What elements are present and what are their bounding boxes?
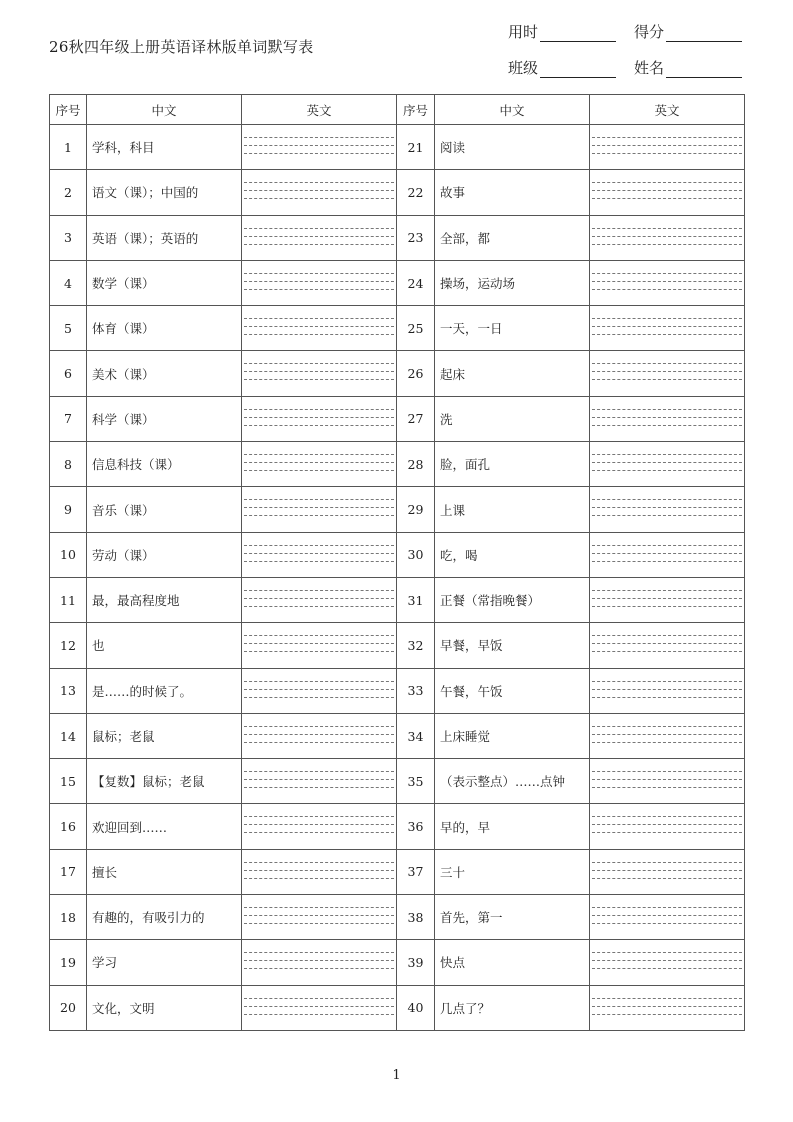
dashed-guide-line [592, 651, 742, 652]
table-row [50, 577, 745, 622]
dashed-guide-line [244, 515, 394, 516]
word-index-right: 24 [397, 260, 435, 305]
dashed-guide-line [244, 454, 394, 455]
dashed-guide-line [592, 635, 742, 636]
table-row [50, 895, 745, 940]
table-row [50, 849, 745, 894]
dashed-guide-line [244, 960, 394, 961]
english-answer-blank-right[interactable] [590, 668, 745, 713]
dashed-guide-line [592, 862, 742, 863]
dashed-guide-line [244, 507, 394, 508]
dashed-guide-line [592, 779, 742, 780]
english-answer-blank-right[interactable] [590, 215, 745, 260]
dashed-guide-line [244, 862, 394, 863]
english-answer-blank-left[interactable] [242, 306, 397, 351]
chinese-meaning-right: 吃，喝 [435, 532, 590, 577]
word-index-left: 11 [50, 577, 87, 622]
chinese-meaning-right: 洗 [435, 396, 590, 441]
word-index-right: 22 [397, 170, 435, 215]
dashed-guide-line [244, 923, 394, 924]
english-answer-blank-right[interactable] [590, 623, 745, 668]
dashed-guide-line [592, 409, 742, 410]
english-answer-blank-left[interactable] [242, 759, 397, 804]
dashed-guide-line [244, 425, 394, 426]
dashed-guide-line [244, 915, 394, 916]
chinese-meaning-left: 学习 [87, 940, 242, 985]
dashed-guide-line [244, 371, 394, 372]
dashed-guide-line [244, 273, 394, 274]
table-row [50, 306, 745, 351]
dashed-guide-line [244, 1014, 394, 1015]
dashed-guide-line [592, 734, 742, 735]
dashed-guide-line [244, 697, 394, 698]
english-answer-blank-right[interactable] [590, 396, 745, 441]
dashed-guide-line [592, 824, 742, 825]
dashed-guide-line [244, 553, 394, 554]
english-answer-blank-right[interactable] [590, 125, 745, 170]
word-index-right: 37 [397, 849, 435, 894]
dashed-guide-line [592, 689, 742, 690]
dashed-guide-line [592, 907, 742, 908]
english-answer-blank-right[interactable] [590, 442, 745, 487]
table-row [50, 623, 745, 668]
word-index-left: 19 [50, 940, 87, 985]
dashed-guide-line [592, 870, 742, 871]
english-answer-blank-left[interactable] [242, 713, 397, 758]
chinese-meaning-right: 早餐，早饭 [435, 623, 590, 668]
dashed-guide-line [244, 742, 394, 743]
chinese-meaning-left: 文化，文明 [87, 985, 242, 1030]
header-chinese-right: 中文 [435, 95, 590, 125]
english-answer-blank-right[interactable] [590, 759, 745, 804]
header-english-right: 英文 [590, 95, 745, 125]
english-answer-blank-left[interactable] [242, 849, 397, 894]
word-index-right: 38 [397, 895, 435, 940]
dashed-guide-line [592, 228, 742, 229]
name-field[interactable] [634, 57, 742, 78]
name-blank[interactable] [666, 61, 742, 78]
dashed-guide-line [592, 878, 742, 879]
dashed-guide-line [244, 470, 394, 471]
dashed-guide-line [592, 236, 742, 237]
word-index-right: 31 [397, 577, 435, 622]
chinese-meaning-left: 鼠标；老鼠 [87, 713, 242, 758]
dashed-guide-line [592, 289, 742, 290]
word-index-left: 15 [50, 759, 87, 804]
dashed-guide-line [244, 363, 394, 364]
dashed-guide-line [244, 832, 394, 833]
dashed-guide-line [592, 379, 742, 380]
dashed-guide-line [592, 742, 742, 743]
dashed-guide-line [592, 545, 742, 546]
english-answer-blank-left[interactable] [242, 396, 397, 441]
english-answer-blank-right[interactable] [590, 985, 745, 1030]
chinese-meaning-left: 美术（课） [87, 351, 242, 396]
dashed-guide-line [244, 968, 394, 969]
english-answer-blank-left[interactable] [242, 170, 397, 215]
chinese-meaning-left: 欢迎回到…… [87, 804, 242, 849]
word-index-left: 16 [50, 804, 87, 849]
dashed-guide-line [592, 363, 742, 364]
word-index-left: 13 [50, 668, 87, 713]
word-index-left: 10 [50, 532, 87, 577]
dashed-guide-line [592, 606, 742, 607]
dashed-guide-line [592, 598, 742, 599]
chinese-meaning-right: 一天，一日 [435, 306, 590, 351]
table-row [50, 125, 745, 170]
dashed-guide-line [592, 915, 742, 916]
word-index-right: 35 [397, 759, 435, 804]
time-label: 用时 [508, 23, 539, 41]
chinese-meaning-right: 正餐（常指晚餐） [435, 577, 590, 622]
dashed-guide-line [244, 734, 394, 735]
dashed-guide-line [592, 470, 742, 471]
word-index-right: 34 [397, 713, 435, 758]
chinese-meaning-left: 科学（课） [87, 396, 242, 441]
dashed-guide-line [244, 824, 394, 825]
table-row [50, 713, 745, 758]
chinese-meaning-right: 午餐，午饭 [435, 668, 590, 713]
dashed-guide-line [592, 145, 742, 146]
dashed-guide-line [592, 923, 742, 924]
dashed-guide-line [244, 326, 394, 327]
english-answer-blank-right[interactable] [590, 306, 745, 351]
dashed-guide-line [244, 726, 394, 727]
header-chinese-left: 中文 [87, 95, 242, 125]
dashed-guide-line [592, 816, 742, 817]
dashed-guide-line [592, 590, 742, 591]
word-index-right: 25 [397, 306, 435, 351]
time-field[interactable] [508, 21, 616, 42]
dashed-guide-line [592, 244, 742, 245]
dashed-guide-line [244, 779, 394, 780]
dashed-guide-line [244, 681, 394, 682]
vocabulary-table [49, 94, 745, 1031]
english-answer-blank-left[interactable] [242, 668, 397, 713]
word-index-right: 23 [397, 215, 435, 260]
chinese-meaning-left: 也 [87, 623, 242, 668]
english-answer-blank-left[interactable] [242, 215, 397, 260]
header-index-right: 序号 [397, 95, 435, 125]
dashed-guide-line [244, 499, 394, 500]
dashed-guide-line [244, 545, 394, 546]
dashed-guide-line [244, 907, 394, 908]
class-field[interactable] [508, 57, 616, 78]
dashed-guide-line [592, 273, 742, 274]
chinese-meaning-left: 体育（课） [87, 306, 242, 351]
table-row [50, 985, 745, 1030]
word-index-left: 17 [50, 849, 87, 894]
chinese-meaning-left: 【复数】鼠标；老鼠 [87, 759, 242, 804]
chinese-meaning-left: 学科，科目 [87, 125, 242, 170]
dashed-guide-line [592, 787, 742, 788]
header-english-left: 英文 [242, 95, 397, 125]
english-answer-blank-left[interactable] [242, 532, 397, 577]
table-row [50, 442, 745, 487]
english-answer-blank-right[interactable] [590, 713, 745, 758]
table-row [50, 215, 745, 260]
word-index-right: 30 [397, 532, 435, 577]
word-index-right: 36 [397, 804, 435, 849]
chinese-meaning-right: 起床 [435, 351, 590, 396]
dashed-guide-line [244, 228, 394, 229]
english-answer-blank-left[interactable] [242, 487, 397, 532]
english-answer-blank-left[interactable] [242, 442, 397, 487]
chinese-meaning-right: 首先，第一 [435, 895, 590, 940]
dashed-guide-line [592, 334, 742, 335]
dashed-guide-line [244, 409, 394, 410]
dashed-guide-line [244, 281, 394, 282]
english-answer-blank-left[interactable] [242, 895, 397, 940]
dashed-guide-line [244, 598, 394, 599]
dashed-guide-line [592, 681, 742, 682]
word-index-left: 8 [50, 442, 87, 487]
word-index-right: 21 [397, 125, 435, 170]
english-answer-blank-left[interactable] [242, 940, 397, 985]
table-body [50, 125, 745, 1031]
dashed-guide-line [244, 643, 394, 644]
class-label: 班级 [508, 59, 539, 77]
word-index-right: 27 [397, 396, 435, 441]
english-answer-blank-right[interactable] [590, 804, 745, 849]
english-answer-blank-right[interactable] [590, 940, 745, 985]
name-label: 姓名 [634, 59, 665, 77]
dashed-guide-line [244, 153, 394, 154]
english-answer-blank-right[interactable] [590, 532, 745, 577]
word-index-right: 33 [397, 668, 435, 713]
dashed-guide-line [592, 198, 742, 199]
dashed-guide-line [592, 137, 742, 138]
dashed-guide-line [244, 689, 394, 690]
dashed-guide-line [592, 968, 742, 969]
page-number: 1 [392, 1068, 401, 1083]
word-index-left: 1 [50, 125, 87, 170]
chinese-meaning-left: 是……的时候了。 [87, 668, 242, 713]
chinese-meaning-right: 三十 [435, 849, 590, 894]
dashed-guide-line [592, 726, 742, 727]
dashed-guide-line [592, 499, 742, 500]
word-index-left: 7 [50, 396, 87, 441]
word-index-right: 28 [397, 442, 435, 487]
dashed-guide-line [592, 697, 742, 698]
chinese-meaning-right: （表示整点）……点钟 [435, 759, 590, 804]
dashed-guide-line [592, 960, 742, 961]
word-index-left: 6 [50, 351, 87, 396]
dashed-guide-line [592, 998, 742, 999]
dashed-guide-line [244, 635, 394, 636]
table-header-row [50, 95, 745, 125]
dashed-guide-line [592, 425, 742, 426]
table-row [50, 532, 745, 577]
table-row [50, 260, 745, 305]
word-index-left: 18 [50, 895, 87, 940]
word-index-right: 39 [397, 940, 435, 985]
dashed-guide-line [244, 182, 394, 183]
dashed-guide-line [244, 787, 394, 788]
table-row [50, 487, 745, 532]
time-blank[interactable] [540, 25, 616, 42]
chinese-meaning-left: 劳动（课） [87, 532, 242, 577]
table-row [50, 804, 745, 849]
word-index-left: 3 [50, 215, 87, 260]
dashed-guide-line [592, 153, 742, 154]
dashed-guide-line [592, 771, 742, 772]
chinese-meaning-left: 英语（课）；英语的 [87, 215, 242, 260]
english-answer-blank-right[interactable] [590, 351, 745, 396]
chinese-meaning-left: 数学（课） [87, 260, 242, 305]
dashed-guide-line [592, 832, 742, 833]
chinese-meaning-left: 有趣的，有吸引力的 [87, 895, 242, 940]
dashed-guide-line [244, 816, 394, 817]
english-answer-blank-left[interactable] [242, 623, 397, 668]
dashed-guide-line [244, 878, 394, 879]
dashed-guide-line [244, 236, 394, 237]
english-answer-blank-left[interactable] [242, 260, 397, 305]
dashed-guide-line [244, 417, 394, 418]
chinese-meaning-left: 擅长 [87, 849, 242, 894]
dashed-guide-line [592, 462, 742, 463]
word-index-left: 12 [50, 623, 87, 668]
dashed-guide-line [244, 870, 394, 871]
dashed-guide-line [592, 417, 742, 418]
word-index-left: 9 [50, 487, 87, 532]
dashed-guide-line [244, 379, 394, 380]
dashed-guide-line [592, 182, 742, 183]
table-row [50, 940, 745, 985]
class-blank[interactable] [540, 61, 616, 78]
english-answer-blank-left[interactable] [242, 985, 397, 1030]
table-row [50, 396, 745, 441]
word-index-left: 2 [50, 170, 87, 215]
header-index-left: 序号 [50, 95, 87, 125]
english-answer-blank-right[interactable] [590, 487, 745, 532]
chinese-meaning-left: 音乐（课） [87, 487, 242, 532]
word-index-right: 29 [397, 487, 435, 532]
table-row [50, 170, 745, 215]
chinese-meaning-right: 全部，都 [435, 215, 590, 260]
dashed-guide-line [244, 334, 394, 335]
english-answer-blank-right[interactable] [590, 849, 745, 894]
dashed-guide-line [592, 190, 742, 191]
table-row [50, 668, 745, 713]
dashed-guide-line [592, 561, 742, 562]
dashed-guide-line [592, 952, 742, 953]
chinese-meaning-right: 早的，早 [435, 804, 590, 849]
english-answer-blank-right[interactable] [590, 895, 745, 940]
dashed-guide-line [244, 244, 394, 245]
english-answer-blank-right[interactable] [590, 260, 745, 305]
dashed-guide-line [592, 507, 742, 508]
english-answer-blank-left[interactable] [242, 125, 397, 170]
dashed-guide-line [244, 198, 394, 199]
dashed-guide-line [244, 145, 394, 146]
english-answer-blank-left[interactable] [242, 577, 397, 622]
chinese-meaning-right: 快点 [435, 940, 590, 985]
english-answer-blank-right[interactable] [590, 577, 745, 622]
dashed-guide-line [244, 318, 394, 319]
dashed-guide-line [592, 281, 742, 282]
score-field[interactable] [634, 21, 742, 42]
chinese-meaning-right: 上床睡觉 [435, 713, 590, 758]
chinese-meaning-right: 阅读 [435, 125, 590, 170]
dashed-guide-line [244, 561, 394, 562]
dashed-guide-line [592, 553, 742, 554]
dashed-guide-line [244, 952, 394, 953]
word-index-left: 4 [50, 260, 87, 305]
word-index-left: 20 [50, 985, 87, 1030]
dashed-guide-line [592, 318, 742, 319]
dashed-guide-line [244, 289, 394, 290]
dashed-guide-line [592, 1014, 742, 1015]
dashed-guide-line [592, 515, 742, 516]
chinese-meaning-right: 故事 [435, 170, 590, 215]
chinese-meaning-left: 信息科技（课） [87, 442, 242, 487]
dashed-guide-line [244, 651, 394, 652]
word-index-right: 32 [397, 623, 435, 668]
score-blank[interactable] [666, 25, 742, 42]
student-info [508, 22, 748, 94]
dashed-guide-line [244, 771, 394, 772]
chinese-meaning-right: 脸，面孔 [435, 442, 590, 487]
dashed-guide-line [244, 462, 394, 463]
word-index-left: 14 [50, 713, 87, 758]
chinese-meaning-right: 几点了？ [435, 985, 590, 1030]
score-label: 得分 [634, 23, 665, 41]
table-row [50, 759, 745, 804]
chinese-meaning-right: 操场，运动场 [435, 260, 590, 305]
dashed-guide-line [244, 1006, 394, 1007]
dashed-guide-line [244, 190, 394, 191]
english-answer-blank-left[interactable] [242, 804, 397, 849]
dashed-guide-line [592, 1006, 742, 1007]
chinese-meaning-left: 语文（课）；中国的 [87, 170, 242, 215]
dashed-guide-line [592, 454, 742, 455]
page-title: 26秋四年级上册英语译林版单词默写表 [49, 38, 314, 56]
dashed-guide-line [244, 590, 394, 591]
dashed-guide-line [244, 606, 394, 607]
table-row [50, 351, 745, 396]
dashed-guide-line [592, 371, 742, 372]
dashed-guide-line [244, 998, 394, 999]
word-index-right: 40 [397, 985, 435, 1030]
dashed-guide-line [244, 137, 394, 138]
chinese-meaning-left: 最，最高程度地 [87, 577, 242, 622]
dashed-guide-line [592, 326, 742, 327]
word-index-left: 5 [50, 306, 87, 351]
chinese-meaning-right: 上课 [435, 487, 590, 532]
word-index-right: 26 [397, 351, 435, 396]
dashed-guide-line [592, 643, 742, 644]
english-answer-blank-left[interactable] [242, 351, 397, 396]
english-answer-blank-right[interactable] [590, 170, 745, 215]
